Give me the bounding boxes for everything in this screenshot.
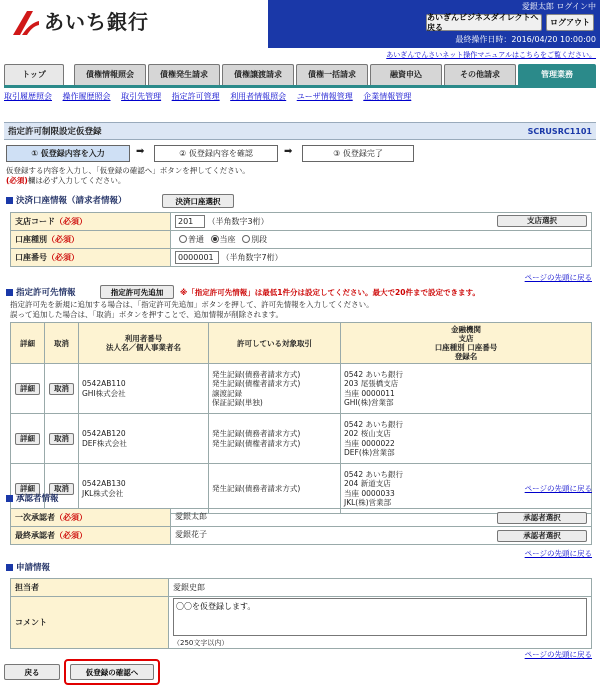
request-form bbox=[10, 578, 592, 649]
last-operation-time: 最終操作日時：2016/04/20 10:00:00 bbox=[455, 35, 596, 44]
col-account: 口座種別 口座番号 bbox=[434, 343, 498, 352]
user-cell bbox=[79, 364, 209, 414]
corp-name: JKL株式会社 bbox=[82, 488, 124, 498]
bank-line: GHI(株)営業部 bbox=[344, 397, 394, 407]
step-confirm: ② 仮登録内容を確認 bbox=[154, 145, 278, 162]
step-arrow-icon: ➡ bbox=[284, 146, 293, 157]
account-type-special-label: 別段 bbox=[251, 234, 268, 244]
subnav-company-info[interactable]: 企業情報管理 bbox=[363, 92, 412, 101]
account-number-cell bbox=[171, 249, 592, 267]
detail-cell bbox=[11, 414, 45, 464]
cancel-cell bbox=[45, 364, 79, 414]
table-row bbox=[11, 414, 592, 464]
bank-line: 当座 0000033 bbox=[344, 488, 395, 498]
allowed-cell bbox=[209, 464, 341, 514]
required-marker: （必須） bbox=[47, 234, 79, 244]
branch-code-cell bbox=[171, 213, 592, 231]
settlement-account-select-button[interactable]: 決済口座選択 bbox=[162, 194, 234, 208]
bank-line: 当座 0000022 bbox=[344, 438, 395, 448]
permit-table bbox=[10, 322, 592, 514]
cancel-cell bbox=[45, 464, 79, 514]
approver-heading bbox=[6, 494, 59, 504]
account-number-label-text: 口座番号 bbox=[15, 252, 47, 262]
table-row bbox=[11, 464, 592, 514]
back-button[interactable]: 戻る bbox=[4, 664, 60, 680]
required-marker: （必須） bbox=[47, 252, 79, 262]
col-corp-name: 法人名／個人事業者名 bbox=[106, 343, 181, 352]
final-approver-label-text: 最終承認者 bbox=[15, 530, 55, 540]
comment-label: コメント bbox=[11, 597, 169, 649]
step-arrow-icon: ➡ bbox=[136, 146, 145, 157]
final-approver-value: 愛銀花子 bbox=[175, 529, 207, 539]
approver-form bbox=[10, 508, 592, 545]
tab-claim-issue[interactable]: 債権発生請求 bbox=[148, 64, 220, 85]
logout-button[interactable]: ログアウト bbox=[546, 14, 594, 31]
bank-line: JKL(株)営業部 bbox=[344, 497, 392, 507]
bank-line: 203 尾張橋支店 bbox=[344, 379, 399, 389]
account-number-input[interactable]: 0000001 bbox=[175, 251, 219, 264]
branch-select-button[interactable]: 支店選択 bbox=[497, 215, 587, 227]
bank-line: 204 新道支店 bbox=[344, 479, 391, 489]
person-value: 愛銀史郎 bbox=[169, 579, 592, 597]
sub-navigation bbox=[4, 92, 596, 106]
business-direct-button[interactable]: あいぎんビジネスダイレクトへ戻る bbox=[426, 14, 542, 31]
account-type-label-text: 口座種別 bbox=[15, 234, 47, 244]
detail-button[interactable]: 詳細 bbox=[15, 483, 40, 495]
settlement-heading bbox=[6, 196, 127, 206]
detail-cell bbox=[11, 464, 45, 514]
account-type-current-label: 当座 bbox=[219, 234, 236, 244]
cancel-button[interactable]: 取消 bbox=[49, 483, 74, 495]
main-tabs bbox=[4, 64, 596, 88]
tab-loan-application[interactable]: 融資申込 bbox=[370, 64, 442, 85]
bank-cell bbox=[341, 364, 592, 414]
first-approver-label-text: 一次承認者 bbox=[15, 512, 55, 522]
required-note-text: 欄は必ず入力してください。 bbox=[27, 176, 126, 185]
subnav-user-management[interactable]: ユーザ情報管理 bbox=[296, 92, 353, 101]
user-cell bbox=[79, 464, 209, 514]
page-top-link[interactable]: ページの先頭に戻る bbox=[524, 650, 592, 659]
tab-top[interactable]: トップ bbox=[4, 64, 64, 85]
permit-heading bbox=[6, 288, 76, 298]
allowed-item: 発生記録(債権者請求方式) bbox=[212, 438, 301, 448]
settlement-form bbox=[10, 212, 592, 267]
permit-note-2: 誤って追加した場合は、「取消」ボタンを押すことで、追加情報が削除されます。 bbox=[10, 310, 283, 319]
bank-line: 0542 あいち銀行 bbox=[344, 469, 403, 479]
col-detail: 詳細 bbox=[11, 323, 45, 364]
branch-code-label-text: 支店コード bbox=[15, 216, 55, 226]
tab-claim-inquiry[interactable]: 債権情報照会 bbox=[74, 64, 146, 85]
page-top-link[interactable]: ページの先頭に戻る bbox=[524, 549, 592, 558]
request-heading-text: 申請情報 bbox=[16, 563, 51, 573]
required-marker: (必須) bbox=[6, 176, 28, 185]
allowed-item: 発生記録(債務者請求方式) bbox=[212, 429, 301, 439]
corp-name: DEF株式会社 bbox=[82, 438, 127, 448]
comment-cell bbox=[169, 597, 592, 649]
account-type-ordinary-label: 普通 bbox=[188, 234, 204, 244]
subnav-operation-history[interactable]: 操作履歴照会 bbox=[62, 92, 111, 101]
col-allowed: 許可している対象取引 bbox=[209, 323, 341, 364]
account-type-label bbox=[11, 231, 171, 249]
col-user bbox=[79, 323, 209, 364]
tab-claim-transfer[interactable]: 債権譲渡請求 bbox=[222, 64, 294, 85]
bank-line: DEF(株)営業部 bbox=[344, 447, 395, 457]
permit-heading-text: 指定許可先情報 bbox=[16, 288, 76, 298]
account-type-cell bbox=[171, 231, 592, 249]
final-approver-label bbox=[11, 527, 171, 545]
cancel-button[interactable]: 取消 bbox=[49, 383, 74, 395]
page-top-link[interactable]: ページの先頭に戻る bbox=[524, 273, 592, 282]
account-type-radio-ordinary[interactable] bbox=[179, 235, 187, 243]
allowed-item: 保証記録(単独) bbox=[212, 397, 263, 407]
permit-warning: ※「指定許可先情報」は最低1件分は設定してください。最大で20件まで設定できます。 bbox=[180, 288, 480, 297]
request-heading bbox=[6, 563, 50, 573]
branch-code-label bbox=[11, 213, 171, 231]
required-marker: （必須） bbox=[55, 512, 87, 522]
table-row bbox=[11, 364, 592, 414]
col-branch: 支店 bbox=[458, 334, 474, 343]
cancel-button[interactable]: 取消 bbox=[49, 433, 74, 445]
corp-name: GHI株式会社 bbox=[82, 388, 126, 398]
required-note bbox=[6, 176, 125, 185]
person-label: 担当者 bbox=[11, 579, 169, 597]
bank-cell bbox=[341, 414, 592, 464]
required-marker: （必須） bbox=[55, 216, 87, 226]
add-permit-button[interactable]: 指定許可先追加 bbox=[100, 285, 174, 299]
allowed-item: 発生記録(債権者請求方式) bbox=[212, 379, 301, 389]
detail-button[interactable]: 詳細 bbox=[15, 433, 40, 445]
allowed-item: 発生記録(債務者請求方式) bbox=[212, 483, 301, 493]
account-number-hint: （半角数字7桁） bbox=[221, 253, 283, 262]
login-user: 愛銀太郎 ログイン中 bbox=[521, 2, 596, 11]
section-square-icon bbox=[6, 289, 13, 296]
manual-link[interactable]: あいぎんでんさいネット操作マニュアルはこちらをご覧ください。 bbox=[386, 51, 596, 59]
first-approver-label bbox=[11, 509, 171, 527]
final-approver-cell bbox=[171, 527, 592, 545]
section-square-icon bbox=[6, 197, 13, 204]
first-approver-cell bbox=[171, 509, 592, 527]
allowed-item: 発生記録(債務者請求方式) bbox=[212, 369, 301, 379]
step-complete: ③ 仮登録完了 bbox=[302, 145, 414, 162]
subnav-partner-management[interactable]: 取引先管理 bbox=[121, 92, 162, 101]
allowed-cell bbox=[209, 364, 341, 414]
subnav-user-info[interactable]: 利用者情報照会 bbox=[230, 92, 287, 101]
subnav-permit-management[interactable]: 指定許可管理 bbox=[171, 92, 220, 101]
col-user-no: 利用者番号 bbox=[124, 334, 163, 343]
section-square-icon bbox=[6, 495, 13, 502]
screen-id: SCRUSRC1101 bbox=[527, 127, 592, 136]
user-no: 0542AB130 bbox=[82, 479, 126, 489]
account-number-label bbox=[11, 249, 171, 267]
bank-line: 当座 0000011 bbox=[344, 388, 395, 398]
required-marker: （必須） bbox=[55, 530, 87, 540]
detail-button[interactable]: 詳細 bbox=[15, 383, 40, 395]
tab-other-requests[interactable]: その他請求 bbox=[444, 64, 516, 85]
col-reg-name: 登録名 bbox=[454, 352, 478, 361]
account-type-radio-special[interactable] bbox=[242, 235, 250, 243]
col-cancel: 取消 bbox=[45, 323, 79, 364]
page-top-link[interactable]: ページの先頭に戻る bbox=[524, 484, 592, 493]
tab-admin[interactable]: 管理業務 bbox=[518, 64, 596, 85]
final-approver-select-button[interactable]: 承認者選択 bbox=[497, 530, 587, 542]
page-title-bar bbox=[4, 122, 596, 140]
bank-line: 0542 あいち銀行 bbox=[344, 369, 403, 379]
permit-note-1: 指定許可先を新規に追加する場合は、「指定許可先追加」ボタンを押して、許可先情報を入力してください。 bbox=[10, 300, 374, 309]
tab-claim-bulk[interactable]: 債権一括請求 bbox=[296, 64, 368, 85]
subnav-transaction-history[interactable]: 取引履歴照会 bbox=[4, 92, 52, 101]
section-square-icon bbox=[6, 564, 13, 571]
bank-name: あいち銀行 bbox=[44, 10, 149, 34]
account-type-radio-current[interactable] bbox=[211, 235, 219, 243]
approver-heading-text: 承認者情報 bbox=[16, 494, 59, 504]
col-bank-name: 金融機関 bbox=[451, 325, 481, 334]
allowed-cell bbox=[209, 414, 341, 464]
settlement-heading-text: 決済口座情報（請求者情報） bbox=[16, 196, 127, 206]
allowed-item: 譲渡記録 bbox=[212, 388, 242, 398]
user-no: 0542AB110 bbox=[82, 379, 126, 389]
branch-code-input[interactable]: 201 bbox=[175, 215, 205, 228]
user-cell bbox=[79, 414, 209, 464]
comment-hint: （250文字以内） bbox=[173, 638, 229, 647]
detail-cell bbox=[11, 364, 45, 414]
step-input: ① 仮登録内容を入力 bbox=[6, 145, 130, 162]
intro-text: 仮登録する内容を入力し、「仮登録の確認へ」ボタンを押してください。 bbox=[6, 166, 250, 175]
page-title: 指定許可制限設定仮登録 bbox=[8, 127, 102, 137]
user-no: 0542AB120 bbox=[82, 429, 126, 439]
bank-line: 0542 あいち銀行 bbox=[344, 419, 403, 429]
branch-code-hint: （半角数字3桁） bbox=[207, 217, 269, 226]
comment-input[interactable] bbox=[173, 598, 587, 636]
bank-logo-icon bbox=[10, 8, 40, 38]
bank-line: 202 桜山支店 bbox=[344, 429, 391, 439]
col-bank bbox=[341, 323, 592, 364]
first-approver-value: 愛銀太郎 bbox=[175, 511, 207, 521]
confirm-registration-button[interactable]: 仮登録の確認へ bbox=[70, 664, 154, 680]
cancel-cell bbox=[45, 414, 79, 464]
first-approver-select-button[interactable]: 承認者選択 bbox=[497, 512, 587, 524]
